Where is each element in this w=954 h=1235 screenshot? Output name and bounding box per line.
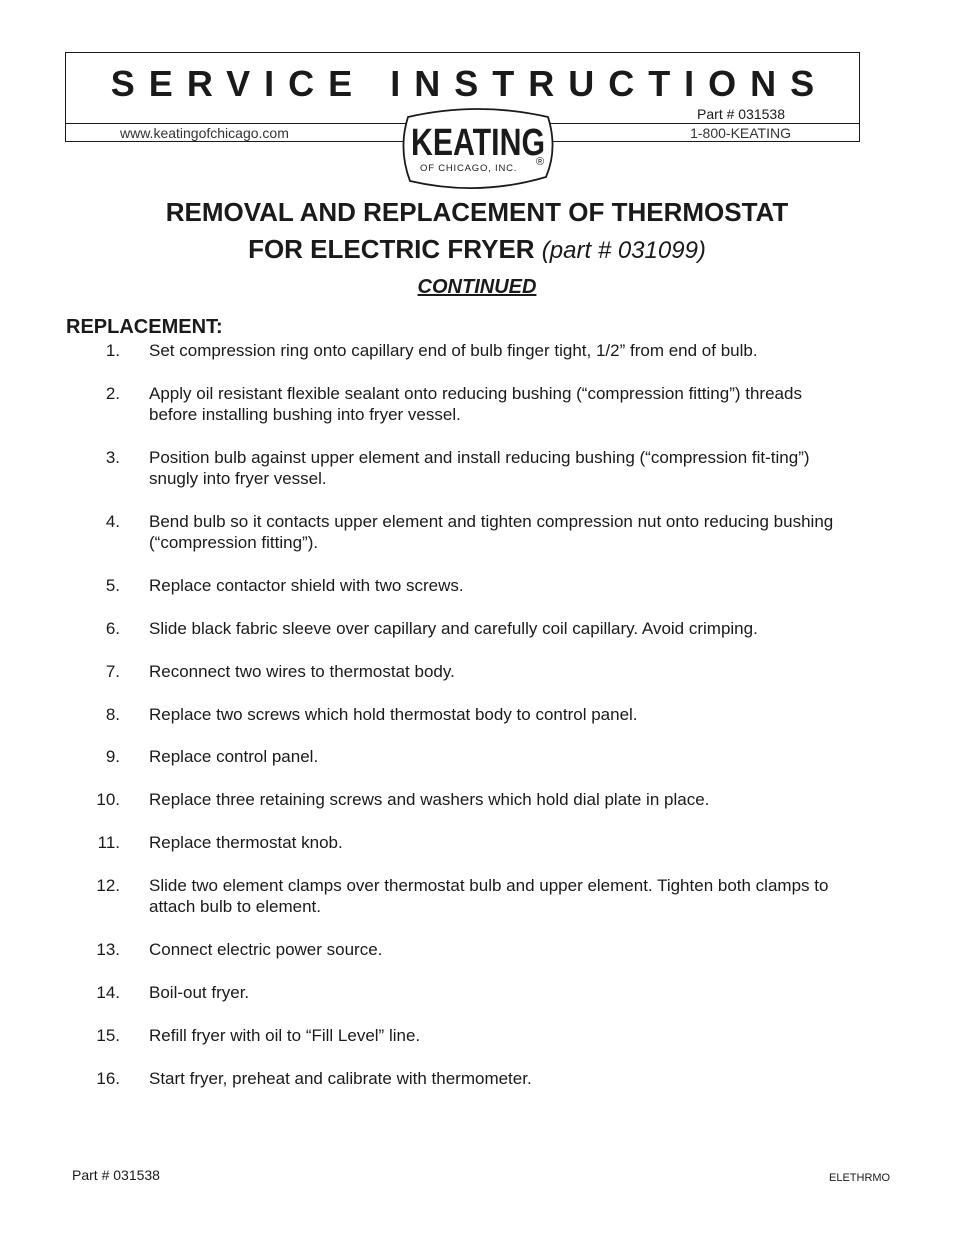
step-text: Set compression ring onto capillary end of bulb finger tight, 1/2” from end of bulb. bbox=[149, 341, 758, 360]
step-number: 3. bbox=[105, 448, 120, 467]
footer-document-code: ELETHRMO bbox=[829, 1172, 891, 1184]
footer-part-number: Part # 031538 bbox=[72, 1167, 160, 1183]
document-title-line2 bbox=[0, 234, 954, 265]
registered-mark-icon: ® bbox=[536, 156, 545, 168]
continued-label: CONTINUED bbox=[417, 276, 537, 298]
step-text: Replace control panel. bbox=[149, 747, 319, 766]
website-text: www.keatingofchicago.com bbox=[120, 125, 289, 141]
document-part-number: (part # 031099) bbox=[541, 237, 706, 264]
phone-number: 1-800-KEATING bbox=[690, 125, 791, 141]
step-text: Bend bulb so it contacts upper element and tighten compression nut onto reducing bushing (“compression fitting”). bbox=[149, 512, 834, 552]
step-text: Replace three retaining screws and washers which hold dial plate in place. bbox=[149, 790, 710, 809]
step-text: Replace thermostat knob. bbox=[149, 833, 343, 852]
step-text: Position bulb against upper element and install reducing bushing (“compression fit-ting”) snugly into fryer vessel. bbox=[149, 448, 810, 488]
step-text: Connect electric power source. bbox=[149, 940, 383, 959]
logo-name: KEATING bbox=[411, 122, 545, 164]
step-text: Apply oil resistant flexible sealant onto reducing bushing (“compression fitting”) threads before installing bushing into fryer vessel. bbox=[149, 384, 802, 424]
header-part-number: Part # 031538 bbox=[697, 106, 785, 122]
step-number: 11. bbox=[97, 833, 120, 852]
step-text: Boil-out fryer. bbox=[149, 983, 250, 1002]
step-number: 8. bbox=[105, 705, 120, 724]
step-number: 9. bbox=[105, 747, 120, 766]
step-number: 15. bbox=[96, 1026, 120, 1045]
section-heading: REPLACEMENT: bbox=[66, 316, 223, 338]
step-text: Slide black fabric sleeve over capillary and carefully coil capillary. Avoid crimping. bbox=[149, 619, 758, 638]
step-text: Replace contactor shield with two screws. bbox=[149, 576, 464, 595]
document-title-line1: REMOVAL AND REPLACEMENT OF THERMOSTAT bbox=[165, 197, 789, 227]
step-number: 12. bbox=[96, 876, 120, 895]
step-text: Reconnect two wires to thermostat body. bbox=[149, 662, 455, 681]
step-number: 2. bbox=[105, 384, 120, 403]
step-text: Slide two element clamps over thermostat bulb and upper element. Tighten both clamps to attach bulb to element. bbox=[149, 876, 829, 916]
step-number: 1. bbox=[105, 341, 120, 360]
step-number: 7. bbox=[105, 662, 120, 681]
step-text: Start fryer, preheat and calibrate with thermometer. bbox=[149, 1069, 532, 1088]
step-number: 6. bbox=[105, 619, 120, 638]
step-text: Refill fryer with oil to “Fill Level” line. bbox=[149, 1026, 421, 1045]
step-number: 14. bbox=[96, 983, 120, 1002]
step-number: 16. bbox=[96, 1069, 120, 1088]
logo-subtitle: OF CHICAGO, INC. bbox=[420, 163, 518, 174]
document-title-main: FOR ELECTRIC FRYER bbox=[248, 234, 535, 264]
keating-logo bbox=[398, 107, 558, 191]
step-number: 13. bbox=[96, 940, 120, 959]
step-number: 10. bbox=[96, 790, 120, 809]
step-number: 5. bbox=[105, 576, 120, 595]
step-number: 4. bbox=[105, 512, 120, 531]
step-text: Replace two screws which hold thermostat body to control panel. bbox=[149, 705, 638, 724]
page-heading: SERVICE INSTRUCTIONS bbox=[110, 63, 829, 104]
